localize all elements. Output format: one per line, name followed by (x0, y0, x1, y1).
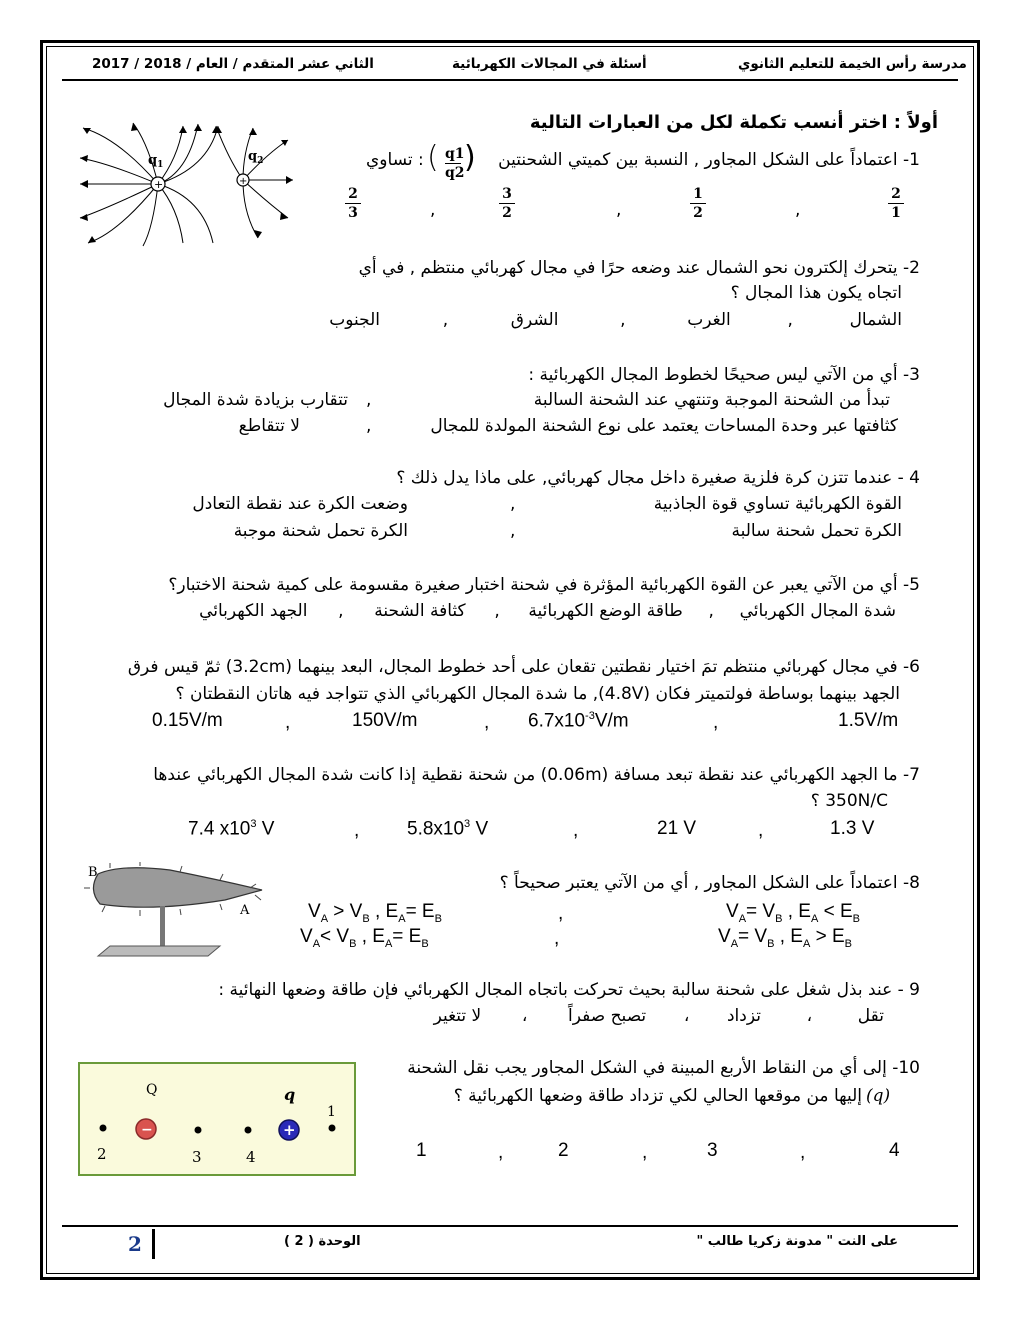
fig10-point-3-label: 3 (192, 1148, 202, 1166)
q8-option-1[interactable]: $V_A= V_B$ , $E_A < E_B$ (726, 901, 860, 925)
fig10-point-3 (195, 1127, 202, 1134)
fig8-label-B: B (88, 865, 98, 880)
fig10-point-2-label: 2 (97, 1145, 107, 1163)
fig10-label-Q: Q (146, 1082, 158, 1098)
charges-figure (78, 1062, 356, 1176)
q5-option-1[interactable]: شدة المجال الكهربائي (739, 601, 896, 621)
q7-option-1[interactable]: 1.3 V (830, 818, 875, 839)
fig1-label-q2: $q_2$ (248, 149, 264, 166)
header-subject: أسئلة في المجالات الكهربائية (452, 56, 647, 72)
q2-option-2[interactable]: الغرب (687, 310, 731, 330)
q1-ratio: q1 q2 (445, 146, 465, 181)
fig10-point-1-label: 1 (327, 1104, 336, 1120)
svg-text:−: − (141, 1122, 153, 1138)
q5-option-4[interactable]: الجهد الكهربائي (199, 601, 308, 621)
q10-option-1[interactable]: 4 (889, 1140, 900, 1161)
q9-option-2[interactable]: تزداد (726, 1006, 761, 1026)
q4-option-4[interactable]: الكرة تحمل شحنة موجبة (233, 521, 408, 541)
header-school: مدرسة رأس الخيمة للتعليم الثانوي (738, 56, 967, 72)
q8-option-4[interactable]: $V_A< V_B$ , $E_A= E_B$ (300, 926, 429, 950)
q8-option-2[interactable]: $V_A > V_B$ , $E_A= E_B$ (308, 901, 442, 925)
q1-option-2[interactable]: 1 2 (690, 186, 706, 221)
section-title: أولاً : اختر أنسب تكملة لكل من العبارات التالية (529, 112, 938, 133)
q4-option-3[interactable]: الكرة تحمل شحنة سالبة (731, 521, 902, 541)
fig1-label-q1: $q_1$ (148, 153, 164, 170)
fig10-label-q: q (284, 1085, 296, 1104)
q5-option-3[interactable]: كثافة الشحنة (374, 601, 466, 621)
q6-line-2: الجهد بينهما بوساطة فولتميتر فكان (4.8V), ما شدة المجال الكهربائي الذي تتواجد فيه هاتان النقطتان ؟ (175, 684, 900, 704)
q1-paren-right: ) (464, 140, 476, 175)
q1-text-end: تساوي : (366, 150, 424, 170)
footer-rule (62, 1225, 958, 1227)
q1-option-1[interactable]: 2 1 (888, 186, 904, 221)
q2-option-1[interactable]: الشمال (849, 310, 902, 330)
q4-option-2[interactable]: وضعت الكرة عند نقطة التعادل (192, 494, 408, 514)
footer-unit: الوحدة ( 2 ) (284, 1234, 361, 1249)
q6-option-4[interactable]: 0.15V/m (152, 710, 223, 731)
q6-option-1[interactable]: 1.5V/m (838, 710, 899, 731)
q9-line: 9 - عند بذل شغل على شحنة سالبة بحيث تحركت باتجاه المجال الكهربائي فإن طاقة وضعها النهائية : (218, 980, 920, 1000)
q3-option-2[interactable]: تتقارب بزيادة شدة المجال (163, 390, 348, 410)
q6-option-2[interactable]: $6.7x10^{-3}V/m$ (528, 710, 629, 732)
q9-option-4[interactable]: لا تتغير (433, 1006, 482, 1026)
q8-line: 8- اعتماداً على الشكل المجاور , أي من الآتي يعتبر صحيحاً ؟ (499, 873, 920, 893)
q4-option-1[interactable]: القوة الكهربائية تساوي قوة الجاذبية (653, 494, 902, 514)
header-grade-year: الثاني عشر المتقدم / العام / 2018 / 2017 (92, 56, 374, 72)
q3-option-3[interactable]: كثافتها عبر وحدة المساحات يعتمد على نوع الشحنة المولدة للمجال (430, 416, 898, 436)
q3-option-4[interactable]: لا تتقاطع (238, 416, 300, 436)
q1-paren-left: ( (427, 140, 439, 175)
fig8-label-A: A (240, 903, 250, 918)
svg-text:+: + (239, 176, 248, 187)
q7-option-2[interactable]: 21 V (657, 818, 697, 839)
q1-text: 1- اعتماداً على الشكل المجاور , النسبة بين كميتي الشحنتين (498, 150, 920, 170)
q3-option-1[interactable]: تبدأ من الشحنة الموجبة وتنتهي عند الشحنة السالبة (533, 390, 890, 410)
q6-line-1: 6- في مجال كهربائي منتظم تمَ اختيار نقطتين تقعان على أحد خطوط المجال، البعد بينهما (3.2cm) ثمّ قيس فرق (127, 657, 920, 677)
q2-line-1: 2- يتحرك إلكترون نحو الشمال عند وضعه حرًا في مجال كهربائي منتظم , في أي (358, 258, 920, 278)
svg-text:+: + (283, 1121, 296, 1139)
q8-option-3[interactable]: $V_A= V_B$ , $E_A > E_B$ (718, 926, 852, 950)
header-rule (62, 79, 958, 81)
q10-q-symbol: (q) (866, 1086, 891, 1106)
q5-option-2[interactable]: طاقة الوضع الكهربائية (528, 601, 683, 621)
q3-line: 3- أي من الآتي ليس صحيحًا لخطوط المجال الكهربائية : (528, 365, 920, 385)
q2-line-2: اتجاه يكون هذا المجال ؟ (730, 283, 902, 303)
q2-options: الشمال , الغرب , الشرق , الجنوب (329, 310, 902, 330)
q9-option-3[interactable]: تصبح صفراً (568, 1006, 647, 1026)
q7-option-3[interactable]: $5.8x10^3$ V (407, 818, 489, 840)
q1-option-3[interactable]: 3 2 (499, 186, 515, 221)
q5-line: 5- أي من الآتي يعبر عن القوة الكهربائية المؤثرة في شحنة اختبار صغيرة مقسومة على كمية شحنة الاختبار؟ (168, 575, 920, 595)
page-number: 2 (128, 1232, 142, 1256)
field-lines-figure (78, 118, 298, 248)
q9-options: تقل ، تزداد ، تصبح صفراً ، لا تتغير (433, 1006, 884, 1026)
q10-option-2[interactable]: 3 (707, 1140, 718, 1161)
footer-divider (152, 1229, 155, 1259)
q6-option-3[interactable]: 150V/m (352, 710, 418, 731)
svg-text:+: + (154, 178, 164, 191)
fig10-point-4-label: 4 (246, 1148, 256, 1166)
q2-option-4[interactable]: الجنوب (329, 310, 380, 330)
q1-option-4[interactable]: 2 3 (345, 186, 361, 221)
q10-line-1: 10- إلى أي من النقاط الأربع المبينة في الشكل المجاور يجب نقل الشحنة (407, 1058, 920, 1078)
q10-line-2: إليها من موقعها الحالي لكي تزداد طاقة وضعها الكهربائية ؟ (453, 1086, 862, 1106)
q9-option-1[interactable]: تقل (857, 1006, 884, 1026)
q7-line-1: 7- ما الجهد الكهربائي عند نقطة تبعد مسافة (0.06m) من شحنة نقطية إذا كانت شدة المجال الكهربائي عندها (153, 765, 920, 785)
q4-line: 4 - عندما تتزن كرة فلزية صغيرة داخل مجال كهربائي, على ماذا يدل ذلك ؟ (396, 468, 920, 488)
fig10-point-4 (245, 1127, 252, 1134)
fig10-point-1 (329, 1125, 336, 1132)
q5-options: شدة المجال الكهربائي , طاقة الوضع الكهربائية , كثافة الشحنة , الجهد الكهربائي (199, 601, 896, 621)
q2-option-3[interactable]: الشرق (510, 310, 559, 330)
footer-blog: على النت " مدونة زكريا طالب " (696, 1234, 898, 1249)
q7-option-4[interactable]: 7.4 $x10^3$ V (188, 818, 275, 840)
q10-option-4[interactable]: 1 (416, 1140, 427, 1161)
q7-line-2: 350N/C ؟ (810, 791, 888, 811)
conductor-figure (80, 862, 270, 962)
fig10-point-2 (100, 1125, 107, 1132)
q10-option-3[interactable]: 2 (558, 1140, 569, 1161)
